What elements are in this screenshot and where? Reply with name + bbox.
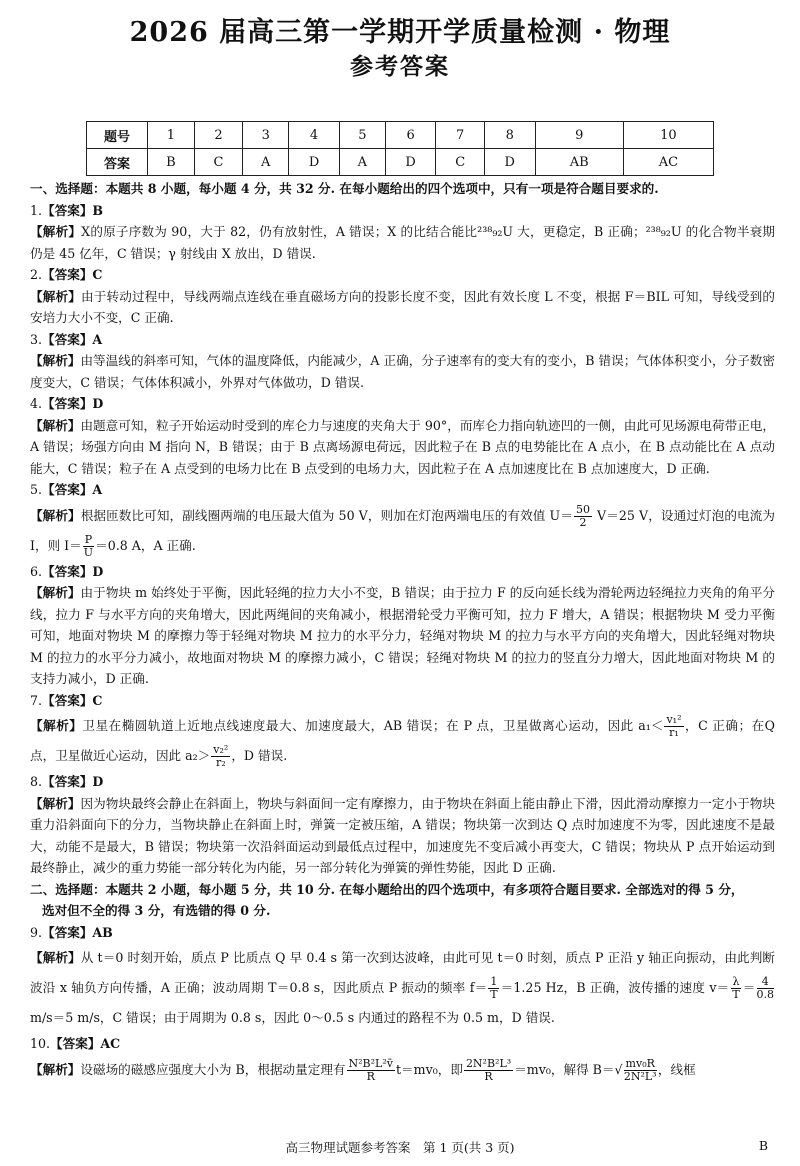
page-title: 2026 届高三第一学期开学质量检测 · 物理 bbox=[129, 17, 671, 48]
question-number: 4. bbox=[30, 396, 43, 411]
answer-label: 【答案】D bbox=[42, 396, 104, 411]
explanation-text: m/s＝5 m/s，C 错误；由于周期为 0.8 s，因此 0～0.5 s 内通过的路程不为 0.5 m，D 错误. bbox=[30, 1010, 555, 1025]
question-2-explanation bbox=[30, 286, 775, 329]
fraction-numerator: 1 bbox=[490, 975, 498, 988]
explanation-text: 由等温线的斜率可知，气体的温度降低，内能减少，A 正确，分子速率有的变大有的变小，B 错误；气体体积变小，分子数密度变大，C 错误；气体体积减小，外界对气体做功，D 错误. bbox=[30, 353, 776, 390]
table-cell: 3 bbox=[243, 122, 289, 149]
question-3-explanation bbox=[30, 350, 775, 393]
explanation-text: ＝1.25 Hz，B 正确，波传播的 bbox=[500, 980, 680, 995]
table-cell: 1 bbox=[148, 122, 195, 149]
section-heading-1: 一、选择题：本题共 8 小题，每小题 4 分，共 32 分. 在每小题给出的四个选项中，只有一项是符合题目要求的. bbox=[30, 181, 659, 196]
question-9-answer bbox=[30, 922, 775, 944]
question-number: 9. bbox=[30, 924, 43, 940]
question-number: 3. bbox=[30, 331, 43, 347]
table-cell: D bbox=[289, 149, 340, 176]
fraction bbox=[624, 1058, 657, 1083]
explanation-text: ，线框 bbox=[657, 1061, 696, 1077]
answer-label: 【答案】D bbox=[42, 774, 104, 789]
table-cell: C bbox=[194, 149, 242, 176]
question-number: 5. bbox=[30, 482, 43, 497]
explanation-label: 【解析】 bbox=[30, 585, 81, 600]
explanation-text: V＝25 V，设通过灯泡 bbox=[592, 507, 725, 523]
fraction bbox=[83, 534, 94, 559]
explanation-text: 因为物块最终会静止在斜面上，物块与斜面间一定有摩擦力，由于物块在斜面上能由静止下滑，因此滑动摩擦力一定小于物块重力沿斜面向下的分力，当物块静止在斜面上时，弹簧一定被压缩，A 错误；物块第一次到达 Q 点时加速度不为零，因此速度不是最大，动能不是最大，B 错误；物块第一次沿斜面运动到最低点过程中，加速度先不变后减小再变大，C 错误；物块从 P 点开始运动到最终静止，减少的重力势能一部分转化为内能，另一部分转化为弹簧的弹性势能，因此 D 正确. bbox=[30, 795, 776, 875]
question-8-answer bbox=[30, 771, 775, 793]
answer-label: 【答案】AB bbox=[42, 924, 113, 940]
explanation-text: 由于物块 m 始终处于平衡，因此轻绳的拉力大小不变，B 错误；由于拉力 F 的反向延长线为滑轮两边轻绳拉力夹角的角平分线，拉力 F 与水平方向的夹角增大，因此两绳间的夹角减小，根据滑轮受力平衡可知，拉力 F 增大，A 错误；根据物块 M 受力平衡可知，地面对物块 M 的摩擦力等于轻绳对物块 M 拉力的水平分力，轻绳对物块 M 的拉力与水平方向的夹角增大，因此轻绳对物块 M 的拉力的水平分力减小，故地面对物块 M 的摩擦力减小，C 错误；轻绳对物块 M 的拉力的竖直分力增大，因此地面对物块 M 的支持力减小，D 正确. bbox=[30, 585, 776, 686]
fraction bbox=[488, 976, 499, 1001]
explanation-text: 速度 v＝ bbox=[679, 980, 730, 995]
question-10-explanation bbox=[30, 1055, 775, 1085]
table-row bbox=[87, 149, 714, 176]
fraction-denominator: 2N²L³ bbox=[623, 1069, 657, 1083]
question-6-answer bbox=[30, 561, 775, 583]
table-header-cell: 答案 bbox=[87, 149, 148, 176]
explanation-label: 【解析】 bbox=[30, 950, 81, 965]
question-number: 2. bbox=[30, 267, 43, 282]
table-cell: B bbox=[148, 149, 195, 176]
table-cell: C bbox=[436, 149, 484, 176]
paper-version-mark: B bbox=[758, 1138, 768, 1153]
explanation-text: 从 t＝0 时刻开始，质点 P 比质点 Q 早 0.4 s 第一次到达波峰，由此可见 t＝0 时刻，质点 P 正沿 y 轴正向振动，由此判断波沿 x 轴负方向传播，A 正确；波动周期 T＝0.8 s，因此质点 P 振动的频率 f＝ bbox=[30, 950, 776, 995]
question-9-explanation bbox=[30, 943, 775, 1033]
table-cell: 9 bbox=[535, 122, 623, 149]
fraction bbox=[464, 1058, 513, 1083]
question-1-explanation bbox=[30, 221, 775, 264]
fraction-numerator: v₂² bbox=[213, 743, 229, 756]
question-7-explanation bbox=[30, 711, 775, 771]
explanation-text: 设磁场的磁感应强度大小为 B，根据动量定理有 bbox=[80, 1061, 346, 1077]
explanation-label: 【解析】 bbox=[30, 288, 82, 304]
fraction-denominator: U bbox=[83, 545, 94, 559]
answer-label: 【答案】A bbox=[42, 331, 103, 347]
explanation-text: 根据匝数比可知，副线圈两端的电压最大值为 50 V，则加在灯泡两端电压的有效值 U＝ bbox=[80, 507, 573, 523]
table-cell: AC bbox=[623, 149, 713, 176]
table-cell: 7 bbox=[436, 122, 484, 149]
table-header-cell: 题号 bbox=[87, 122, 148, 149]
fraction bbox=[347, 1058, 395, 1083]
explanation-label: 【解析】 bbox=[30, 718, 83, 733]
explanation-text: 卫星在椭圆轨道上近地点线速度最大、加速度最大，AB 错误；在 P 点，卫星做离心运动，因此 a₁＜ bbox=[82, 718, 664, 733]
table-cell: 5 bbox=[339, 122, 385, 149]
explanation-text: ，D 错误. bbox=[231, 748, 288, 763]
fraction-numerator: 2N²B²L³ bbox=[465, 1056, 512, 1070]
question-number: 8. bbox=[30, 774, 43, 789]
explanation-text: 的电流为 I，则 I＝ bbox=[30, 507, 775, 553]
question-5-answer bbox=[30, 479, 775, 501]
table-cell: D bbox=[385, 149, 436, 176]
answer-label: 【答案】A bbox=[42, 482, 103, 497]
table-cell: 2 bbox=[194, 122, 242, 149]
fraction-denominator: r₂ bbox=[215, 756, 226, 769]
explanation-label: 【解析】 bbox=[30, 1061, 81, 1077]
question-2-answer bbox=[30, 264, 775, 286]
fraction bbox=[731, 976, 742, 1001]
explanation-text: X的原子序数为 90，大于 82，仍有放射性，A 错误；X 的比结合能比²³⁸₉₂U 大，更稳定，B 正确；²³⁸₉₂U 的化合物半衰期仍是 45 亿年，C 错误；γ 射线由 X 放出，D 错误. bbox=[30, 224, 776, 261]
explanation-label: 【解析】 bbox=[30, 417, 81, 433]
table-cell: 8 bbox=[484, 122, 535, 149]
explanation-text: Q 点，卫星做近心运动，因此 a₂＞ bbox=[30, 718, 775, 763]
answer-label: 【答案】B bbox=[42, 202, 104, 218]
section-heading-2-cont: 选对但不全的得 3 分，有选错的得 0 分. bbox=[42, 903, 271, 918]
explanation-label: 【解析】 bbox=[30, 795, 81, 811]
question-number: 1. bbox=[30, 202, 43, 218]
question-8-explanation bbox=[30, 793, 775, 879]
page-footer: 高三物理试题参考答案 第 1 页(共 3 页) bbox=[285, 1140, 515, 1155]
fraction-numerator: N²B²L²v̄ bbox=[348, 1056, 393, 1070]
fraction bbox=[757, 976, 775, 1001]
question-6-explanation bbox=[30, 582, 775, 690]
answer-label: 【答案】AC bbox=[50, 1036, 121, 1051]
table-cell: AB bbox=[535, 149, 623, 176]
explanation-text: ＝mv₀，解得 B＝√ bbox=[514, 1061, 623, 1077]
question-4-explanation bbox=[30, 415, 775, 480]
fraction-denominator: T bbox=[732, 988, 740, 1001]
table-cell: 6 bbox=[385, 122, 436, 149]
table-cell: A bbox=[339, 149, 385, 176]
explanation-text: ＝0.8 A，A 正确. bbox=[95, 537, 196, 553]
explanation-text: ，C 正确；在 bbox=[684, 718, 765, 733]
question-number: 10. bbox=[30, 1036, 51, 1051]
answer-label: 【答案】C bbox=[42, 692, 103, 708]
fraction-numerator: 4 bbox=[757, 976, 775, 989]
question-3-answer bbox=[30, 329, 775, 351]
fraction-numerator: P bbox=[84, 532, 93, 546]
fraction-denominator: R bbox=[484, 1069, 493, 1083]
question-number: 7. bbox=[30, 692, 43, 708]
fraction bbox=[664, 714, 683, 739]
question-number: 6. bbox=[30, 563, 43, 579]
table-cell: 10 bbox=[623, 122, 713, 149]
question-1-answer bbox=[30, 200, 775, 222]
answer-label: 【答案】C bbox=[42, 267, 103, 282]
fraction bbox=[574, 504, 592, 529]
explanation-text: 由于转动过程中，导线两端点连线在垂直磁场方向的投影长度不变，因此有效长度 L 不变，根据 F＝BIL 可知，导线受到的安培力大小不变，C 正确. bbox=[30, 288, 775, 325]
table-cell: A bbox=[243, 149, 289, 176]
fraction-denominator: r₁ bbox=[669, 726, 679, 739]
explanation-label: 【解析】 bbox=[30, 224, 82, 239]
fraction-denominator: 0.8 bbox=[756, 988, 775, 1001]
answer-content bbox=[30, 178, 775, 1085]
fraction-numerator: v₁² bbox=[666, 713, 682, 726]
fraction-denominator: T bbox=[490, 988, 498, 1001]
question-4-answer bbox=[30, 393, 775, 415]
question-5-explanation bbox=[30, 501, 775, 561]
explanation-text: 由题意可知，粒子开始运动时受到的库仑力与速度的夹角大于 90°，而库仑力指向轨迹凹的一侧，由此可见场源电荷带正电，A 错误；场强方向由 M 指向 N，B 错误；由于 B 点离场源电荷远，因此粒子在 B 点的电势能比在 A 点小，在 B 点动能比在 A 点动能大，C 错误；粒子在 A 点受到的电场力比在 B 点受到的电场力大，因此粒子在 A 点加速度比在 B 点加速度大，D 正确. bbox=[30, 417, 776, 476]
table-cell: D bbox=[484, 149, 535, 176]
question-10-answer bbox=[30, 1033, 775, 1055]
answer-table bbox=[86, 121, 714, 176]
fraction-numerator: mv₀R bbox=[625, 1056, 655, 1070]
fraction-numerator: 50 bbox=[575, 502, 590, 516]
table-cell: 4 bbox=[289, 122, 340, 149]
fraction bbox=[211, 744, 230, 769]
explanation-label: 【解析】 bbox=[30, 507, 81, 523]
table-row bbox=[87, 122, 714, 149]
page-subtitle: 参考答案 bbox=[350, 53, 450, 80]
explanation-text: t＝mv₀，即 bbox=[395, 1061, 463, 1077]
explanation-label: 【解析】 bbox=[30, 353, 81, 368]
fraction-denominator: R bbox=[366, 1069, 375, 1083]
fraction-numerator: λ bbox=[732, 975, 740, 988]
section-heading-2: 二、选择题：本题共 2 小题，每小题 5 分，共 10 分. 在每小题给出的四个选项中，有多项符合题目要求. 全部选对的得 5 分， bbox=[30, 881, 744, 897]
explanation-text: ＝ bbox=[742, 980, 756, 995]
answer-label: 【答案】D bbox=[42, 563, 104, 579]
fraction-denominator: 2 bbox=[579, 515, 587, 529]
question-7-answer bbox=[30, 690, 775, 712]
